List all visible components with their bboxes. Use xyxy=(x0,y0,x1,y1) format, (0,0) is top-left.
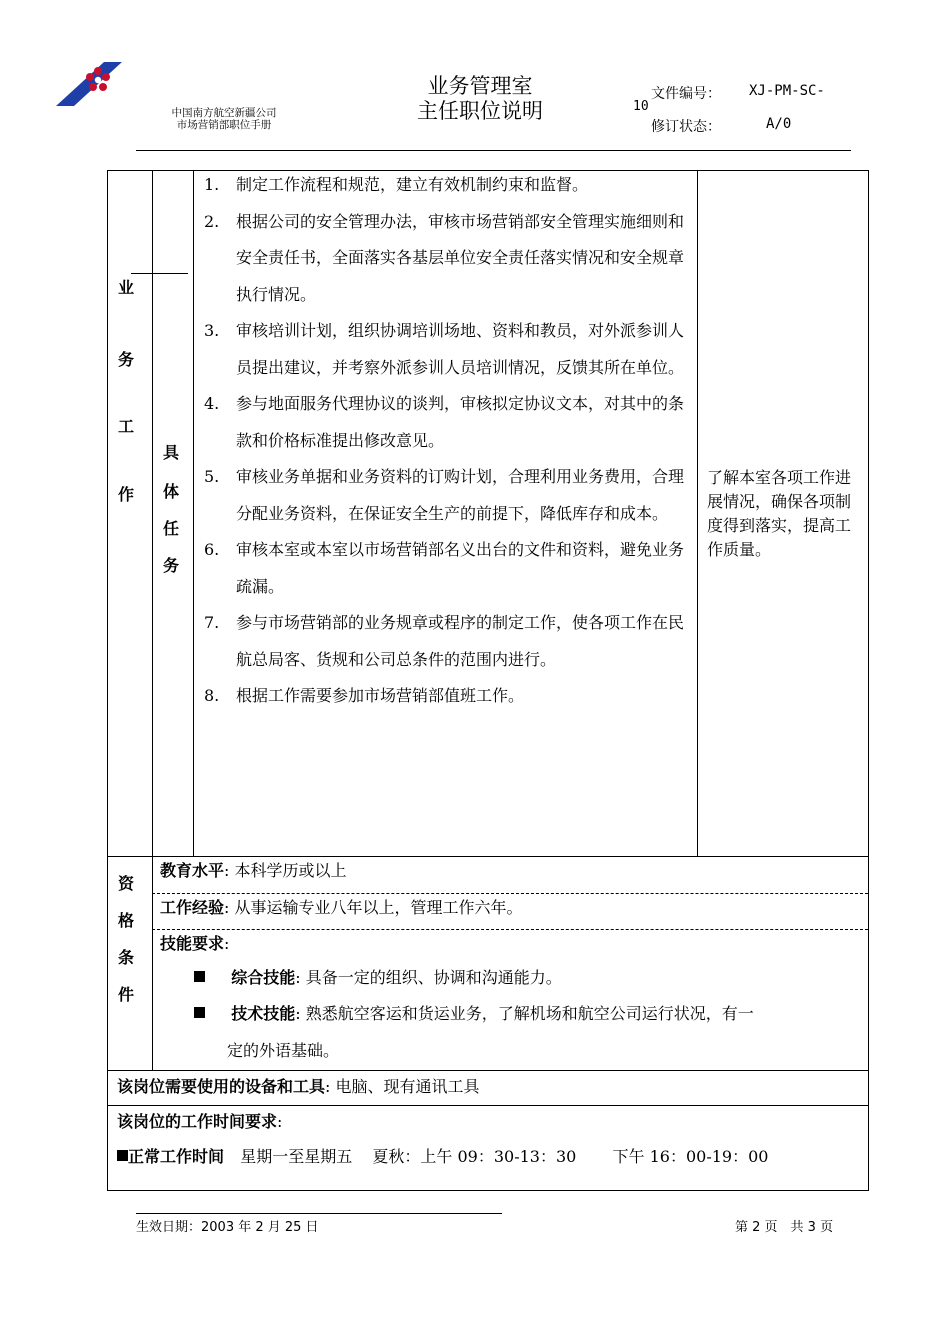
experience-label: 工作经验 xyxy=(160,898,225,917)
effective-date: 生效日期：2003 年 2 月 25 日 xyxy=(136,1220,319,1235)
task-text: 审核业务单据和业务资料的订购计划，合理利用业务费用，合理分配业务资料，在保证安全生产的前提下，降低库存和成本。 xyxy=(236,467,685,523)
company-name xyxy=(162,107,286,131)
sub-label-char: 具 xyxy=(163,443,180,462)
task-text: 参与市场营销部的业务规章或程序的制定工作，使各项工作在民航总局客、货规和公司总条件的范围内进行。 xyxy=(236,613,685,669)
revision-label: 修订状态： xyxy=(651,119,721,135)
company-line2: 市场营销部职位手册 xyxy=(176,119,272,131)
tech-skill-value-line2: 定的外语基础。 xyxy=(227,1041,340,1060)
tech-skill-row: 技术技能: 熟悉航空客运和货运业务，了解机场和航空公司运行状况，有一 xyxy=(194,1004,754,1024)
task-text: 审核培训计划，组织协调培训场地、资料和教员，对外派参训人员提出建议，并考察外派参训人员培训情况，反馈其所在单位。 xyxy=(236,321,685,377)
section-label-char: 资 xyxy=(118,874,135,893)
dash-divider-1 xyxy=(152,893,868,894)
sub-label-char: 任 xyxy=(163,519,180,538)
section-label-char: 工 xyxy=(118,417,135,436)
task-item xyxy=(204,605,692,678)
revision-value: A/0 xyxy=(766,116,792,132)
equipment-label: 该岗位需要使用的设备和工具 xyxy=(117,1077,326,1096)
task-item xyxy=(204,459,692,532)
doc-number-value: XJ-PM-SC- xyxy=(749,83,825,99)
summer-autumn-hours: 夏秋：上午 09：30-13：30 xyxy=(372,1147,577,1166)
row-divider-time xyxy=(107,1105,869,1106)
work-time-label-row: 该岗位的工作时间要求: xyxy=(117,1112,283,1131)
task-item xyxy=(204,678,692,715)
sub-label-char: 体 xyxy=(163,482,180,501)
equipment-value: 电脑、现有通讯工具 xyxy=(335,1077,480,1096)
task-number: 2. xyxy=(204,211,220,231)
task-text: 参与地面服务代理协议的谈判，审核拟定协议文本，对其中的条款和价格标准提出修改意见。 xyxy=(236,394,685,450)
experience-row: 工作经验: 从事运输专业八年以上，管理工作六年。 xyxy=(160,898,523,917)
title-line1: 业务管理室 xyxy=(427,74,533,98)
tech-skill-label: 技术技能 xyxy=(231,1004,296,1023)
work-time-label: 该岗位的工作时间要求 xyxy=(117,1112,278,1131)
afternoon-hours: 下午 16：00-19：00 xyxy=(612,1147,769,1166)
section-label-char: 业 xyxy=(118,278,135,297)
tech-skill-value-line1: 熟悉航空客运和货运业务，了解机场和航空公司运行状况，有一 xyxy=(305,1004,754,1023)
square-bullet-icon xyxy=(194,1007,205,1018)
doc-number-wrap: 10 xyxy=(633,99,649,114)
square-bullet-icon xyxy=(117,1150,128,1161)
task-item xyxy=(204,532,692,605)
table-bottom-border xyxy=(107,1190,869,1191)
page-info: 第 2 页 共 3 页 xyxy=(735,1220,834,1235)
task-item xyxy=(204,167,692,204)
task-number: 8. xyxy=(204,686,220,705)
task-text: 根据公司的安全管理办法，审核市场营销部安全管理实施细则和安全责任书，全面落实各基层单位安全责任落实情况和安全规章执行情况。 xyxy=(236,211,685,304)
task-number: 7. xyxy=(204,613,220,632)
experience-value: 从事运输专业八年以上，管理工作六年。 xyxy=(234,898,523,917)
section-label-char: 条 xyxy=(118,948,135,967)
section-label-char: 格 xyxy=(118,911,135,930)
task-list xyxy=(204,167,692,715)
general-skill-label: 综合技能 xyxy=(231,968,296,987)
task-text: 根据工作需要参加市场营销部值班工作。 xyxy=(236,686,525,705)
task-item xyxy=(204,386,692,459)
square-bullet-icon xyxy=(194,971,205,982)
task-item xyxy=(204,204,692,314)
subcell-rule xyxy=(131,273,188,274)
table-left-border xyxy=(107,170,108,1191)
work-goal: 了解本室各项工作进展情况，确保各项制度得到落实，提高工作质量。 xyxy=(707,468,852,559)
task-item xyxy=(204,313,692,386)
education-value: 本科学历或以上 xyxy=(234,861,347,880)
col-divider-1 xyxy=(152,170,153,1070)
row-divider-equipment xyxy=(107,1070,869,1071)
company-logo xyxy=(56,58,126,110)
skills-label: 技能要求 xyxy=(160,934,225,953)
title-line2: 主任职位说明 xyxy=(417,99,543,123)
education-row: 教育水平: 本科学历或以上 xyxy=(160,861,347,880)
doc-number-label: 文件编号： xyxy=(651,86,721,102)
task-number: 6. xyxy=(204,540,220,559)
task-number: 1. xyxy=(204,175,220,194)
table-right-border xyxy=(868,170,869,1191)
section-label-char: 件 xyxy=(118,985,135,1004)
general-skill-value: 具备一定的组织、协调和沟通能力。 xyxy=(305,968,562,987)
normal-work-time-label: 正常工作时间 xyxy=(128,1147,225,1166)
row-divider-qualifications xyxy=(107,856,869,857)
col-divider-2 xyxy=(193,170,194,856)
section-label-char: 务 xyxy=(118,350,135,369)
footer-divider xyxy=(136,1213,502,1214)
dash-divider-2 xyxy=(152,929,868,930)
logo-graphic xyxy=(56,58,126,110)
task-text: 审核本室或本室以市场营销部名义出台的文件和资料，避免业务疏漏。 xyxy=(236,540,685,596)
task-number: 5. xyxy=(204,467,220,486)
task-number: 4. xyxy=(204,394,220,413)
col-divider-3 xyxy=(697,170,698,856)
work-days: 星期一至星期五 xyxy=(240,1147,353,1166)
task-text: 制定工作流程和规范，建立有效机制约束和监督。 xyxy=(236,175,589,194)
sub-label-char: 务 xyxy=(163,556,180,575)
task-number: 3. xyxy=(204,321,220,340)
general-skill-row: 综合技能: 具备一定的组织、协调和沟通能力。 xyxy=(194,968,562,988)
page-title xyxy=(390,74,570,124)
skills-row: 技能要求: xyxy=(160,934,230,953)
normal-work-time-row xyxy=(117,1147,768,1167)
education-label: 教育水平 xyxy=(160,861,225,880)
equipment-row: 该岗位需要使用的设备和工具: 电脑、现有通讯工具 xyxy=(117,1077,480,1096)
logo-tail-shape xyxy=(56,62,122,106)
header-divider xyxy=(136,150,851,151)
section-label-char: 作 xyxy=(118,485,135,504)
company-line1: 中国南方航空新疆公司 xyxy=(171,107,277,119)
